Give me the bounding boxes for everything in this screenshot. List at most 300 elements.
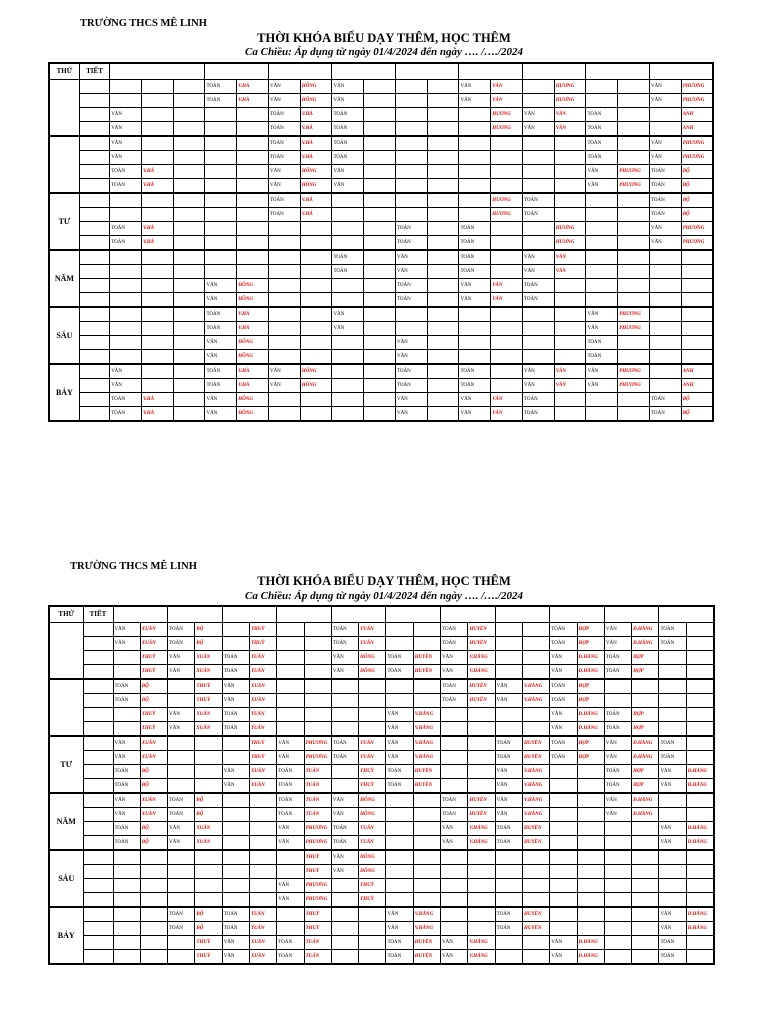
- table-row: [49, 94, 713, 108]
- subject-cell: [427, 250, 459, 265]
- subject-cell: [304, 722, 331, 737]
- subject-cell: VĂN: [550, 722, 577, 737]
- teacher-cell: HƯƠNG: [491, 122, 523, 137]
- period-cell: [83, 679, 113, 694]
- subject-cell: [468, 708, 495, 722]
- subject-cell: [205, 122, 237, 137]
- subject-cell: [632, 865, 659, 879]
- subject-cell: TOÁN: [332, 136, 364, 151]
- subject-cell: [632, 850, 659, 865]
- subject-cell: TOÁN: [110, 165, 142, 179]
- subject-cell: [491, 165, 523, 179]
- subject-cell: [681, 350, 713, 365]
- subject-cell: [168, 736, 195, 751]
- subject-cell: [173, 136, 205, 151]
- subject-cell: [386, 865, 413, 879]
- subject-cell: [459, 350, 491, 365]
- header-row: [49, 63, 713, 80]
- period-cell: [83, 850, 113, 865]
- subject-cell: TOÁN: [113, 679, 140, 694]
- teacher-cell: XUÂN: [140, 751, 167, 765]
- teacher-cell: PHƯƠNG: [304, 822, 331, 836]
- subject-cell: [604, 694, 631, 708]
- teacher-cell: HỒNG: [300, 94, 332, 108]
- teacher-cell: PHƯƠNG: [304, 751, 331, 765]
- subject-cell: [141, 80, 173, 94]
- subject-cell: VĂN: [110, 151, 142, 165]
- teacher-cell: THUỲ: [359, 879, 386, 893]
- subject-cell: [195, 751, 222, 765]
- teacher-cell: V.HÀ: [300, 193, 332, 208]
- day-label: [49, 679, 83, 736]
- subject-cell: TOÁN: [522, 393, 554, 407]
- class-header-cell: [113, 606, 168, 623]
- subject-cell: TOÁN: [277, 793, 304, 808]
- subject-cell: [522, 950, 549, 965]
- subject-cell: [331, 879, 358, 893]
- subject-cell: [386, 850, 413, 865]
- subject-cell: [618, 236, 650, 251]
- subject-cell: VĂN: [168, 836, 195, 851]
- subject-cell: TOÁN: [268, 151, 300, 165]
- subject-cell: [237, 151, 269, 165]
- subject-cell: TOÁN: [332, 151, 364, 165]
- subject-cell: [168, 694, 195, 708]
- subject-cell: [427, 265, 459, 279]
- teacher-cell: Đ.HẰNG: [686, 836, 713, 851]
- subject-cell: [386, 793, 413, 808]
- table-row: [49, 122, 713, 137]
- class-header-cell: [205, 63, 269, 80]
- class-header-cell: [441, 606, 496, 623]
- subject-cell: [222, 637, 249, 651]
- subject-cell: [300, 307, 332, 322]
- teacher-cell: PHƯƠNG: [618, 379, 650, 393]
- subject-cell: VĂN: [205, 279, 237, 293]
- subject-cell: [113, 722, 140, 737]
- subject-cell: VĂN: [222, 936, 249, 950]
- subject-cell: [427, 307, 459, 322]
- teacher-cell: HUYỀN: [468, 793, 495, 808]
- subject-cell: [686, 679, 713, 694]
- teacher-cell: V.HẰNG: [468, 665, 495, 680]
- subject-cell: VĂN: [459, 293, 491, 308]
- subject-cell: VĂN: [659, 822, 686, 836]
- teacher-cell: XUÂN: [249, 950, 276, 965]
- subject-cell: [686, 936, 713, 950]
- class-header-cell: [222, 606, 277, 623]
- school-name: TRƯỜNG THCS MÊ LINH: [70, 561, 197, 572]
- subject-cell: [632, 950, 659, 965]
- subject-cell: [277, 665, 304, 680]
- teacher-cell: PHƯƠNG: [618, 364, 650, 379]
- subject-cell: [586, 208, 618, 222]
- teacher-cell: BỘ: [140, 822, 167, 836]
- subject-cell: VĂN: [205, 293, 237, 308]
- teacher-cell: V.HẰNG: [468, 950, 495, 965]
- period-cell: [83, 708, 113, 722]
- period-cell: [79, 122, 109, 137]
- subject-cell: [173, 94, 205, 108]
- subject-cell: [686, 850, 713, 865]
- header-thu: THỨ: [49, 63, 79, 80]
- subject-cell: [577, 793, 604, 808]
- subject-cell: [168, 893, 195, 908]
- subject-cell: TOÁN: [395, 293, 427, 308]
- subject-cell: TOÁN: [495, 836, 522, 851]
- teacher-cell: TUẤN: [304, 793, 331, 808]
- subject-cell: [427, 136, 459, 151]
- teacher-cell: HỢP: [577, 751, 604, 765]
- subject-cell: [205, 151, 237, 165]
- subject-cell: [141, 108, 173, 122]
- teacher-cell: HỒNG: [237, 350, 269, 365]
- teacher-cell: HUYỀN: [522, 836, 549, 851]
- subject-cell: [427, 94, 459, 108]
- subject-cell: [491, 322, 523, 336]
- teacher-cell: V.HẰNG: [413, 922, 440, 936]
- subject-cell: [300, 222, 332, 236]
- subject-cell: [195, 865, 222, 879]
- subject-cell: [522, 94, 554, 108]
- subject-cell: [168, 751, 195, 765]
- subject-cell: [441, 722, 468, 737]
- subject-cell: [618, 407, 650, 422]
- period-cell: [79, 222, 109, 236]
- teacher-cell: PHƯƠNG: [618, 179, 650, 194]
- subject-cell: [237, 108, 269, 122]
- day-label: SÁU: [49, 307, 79, 364]
- subject-cell: [173, 279, 205, 293]
- subject-cell: [173, 250, 205, 265]
- teacher-cell: Đ.HẰNG: [686, 779, 713, 794]
- subject-cell: TOÁN: [205, 322, 237, 336]
- document-subtitle: Ca Chiều: Áp dụng từ ngày 01/4/2024 đến ngày …. /…./2024: [245, 590, 523, 602]
- subject-cell: [459, 336, 491, 350]
- subject-cell: [364, 265, 396, 279]
- subject-cell: VĂN: [659, 922, 686, 936]
- subject-cell: [141, 265, 173, 279]
- subject-cell: [168, 765, 195, 779]
- teacher-cell: V.HẰNG: [413, 708, 440, 722]
- subject-cell: TOÁN: [649, 179, 681, 194]
- table-row: [49, 265, 713, 279]
- subject-cell: [173, 393, 205, 407]
- subject-cell: TOÁN: [168, 637, 195, 651]
- subject-cell: [331, 679, 358, 694]
- subject-cell: [468, 850, 495, 865]
- subject-cell: [522, 936, 549, 950]
- subject-cell: TOÁN: [110, 393, 142, 407]
- subject-cell: [468, 765, 495, 779]
- subject-cell: [649, 322, 681, 336]
- subject-cell: TOÁN: [604, 708, 631, 722]
- subject-cell: TOÁN: [268, 136, 300, 151]
- subject-cell: TOÁN: [586, 336, 618, 350]
- period-cell: [79, 193, 109, 208]
- subject-cell: [550, 907, 577, 922]
- subject-cell: [249, 893, 276, 908]
- subject-cell: [222, 751, 249, 765]
- subject-cell: [173, 179, 205, 194]
- subject-cell: [522, 708, 549, 722]
- school-name: TRƯỜNG THCS MÊ LINH: [80, 18, 207, 29]
- subject-cell: [554, 293, 586, 308]
- subject-cell: [195, 850, 222, 865]
- class-header-cell: [110, 63, 205, 80]
- subject-cell: VĂN: [332, 322, 364, 336]
- table-row: [49, 736, 714, 751]
- subject-cell: [249, 879, 276, 893]
- subject-cell: [113, 907, 140, 922]
- subject-cell: [110, 208, 142, 222]
- table-row: [49, 193, 713, 208]
- subject-cell: [386, 822, 413, 836]
- subject-cell: TOÁN: [659, 751, 686, 765]
- subject-cell: VĂN: [268, 179, 300, 194]
- period-cell: [79, 165, 109, 179]
- subject-cell: [495, 708, 522, 722]
- teacher-cell: HỒNG: [359, 808, 386, 822]
- teacher-cell: BỘ: [195, 793, 222, 808]
- subject-cell: VĂN: [268, 165, 300, 179]
- subject-cell: TOÁN: [395, 364, 427, 379]
- subject-cell: [586, 279, 618, 293]
- subject-cell: [395, 165, 427, 179]
- teacher-cell: ANH: [681, 364, 713, 379]
- subject-cell: [173, 407, 205, 422]
- period-cell: [83, 808, 113, 822]
- subject-cell: [300, 322, 332, 336]
- teacher-cell: Đ.HẰNG: [577, 936, 604, 950]
- subject-cell: [686, 751, 713, 765]
- day-label: NĂM: [49, 793, 83, 850]
- subject-cell: VĂN: [550, 665, 577, 680]
- subject-cell: [205, 222, 237, 236]
- table-row: [49, 836, 714, 851]
- teacher-cell: VÂN: [491, 293, 523, 308]
- teacher-cell: PHƯƠNG: [304, 736, 331, 751]
- teacher-cell: HUYỀN: [522, 907, 549, 922]
- subject-cell: VĂN: [331, 808, 358, 822]
- subject-cell: [604, 822, 631, 836]
- subject-cell: [491, 265, 523, 279]
- subject-cell: [522, 222, 554, 236]
- teacher-cell: HỒNG: [237, 279, 269, 293]
- subject-cell: TOÁN: [113, 765, 140, 779]
- subject-cell: [495, 651, 522, 665]
- period-cell: [79, 322, 109, 336]
- subject-cell: TOÁN: [277, 936, 304, 950]
- table-row: [49, 208, 713, 222]
- subject-cell: [304, 637, 331, 651]
- table-row: [49, 722, 714, 737]
- subject-cell: VĂN: [649, 80, 681, 94]
- subject-cell: [364, 151, 396, 165]
- teacher-cell: V.HẰNG: [468, 822, 495, 836]
- subject-cell: [331, 950, 358, 965]
- subject-cell: [110, 350, 142, 365]
- teacher-cell: TUẤN: [304, 950, 331, 965]
- subject-cell: VĂN: [604, 751, 631, 765]
- subject-cell: TOÁN: [649, 165, 681, 179]
- teacher-cell: HỢP: [577, 679, 604, 694]
- teacher-cell: BỘ: [195, 922, 222, 936]
- subject-cell: VĂN: [277, 879, 304, 893]
- teacher-cell: XUÂN: [140, 808, 167, 822]
- subject-cell: [277, 651, 304, 665]
- period-cell: [83, 665, 113, 680]
- subject-cell: [686, 865, 713, 879]
- subject-cell: [277, 722, 304, 737]
- period-cell: [79, 336, 109, 350]
- subject-cell: [364, 222, 396, 236]
- teacher-cell: TUẤN: [249, 651, 276, 665]
- teacher-cell: VÂN: [554, 364, 586, 379]
- period-cell: [79, 265, 109, 279]
- table-row: [49, 108, 713, 122]
- subject-cell: [140, 936, 167, 950]
- timetable-2: [48, 605, 715, 965]
- subject-cell: VĂN: [649, 222, 681, 236]
- subject-cell: [110, 293, 142, 308]
- teacher-cell: TUẤN: [249, 708, 276, 722]
- period-cell: [79, 364, 109, 379]
- subject-cell: [222, 808, 249, 822]
- subject-cell: VĂN: [522, 379, 554, 393]
- subject-cell: [413, 793, 440, 808]
- subject-cell: [522, 637, 549, 651]
- subject-cell: [459, 179, 491, 194]
- subject-cell: [237, 193, 269, 208]
- table-row: [49, 637, 714, 651]
- subject-cell: TOÁN: [268, 122, 300, 137]
- subject-cell: [550, 793, 577, 808]
- teacher-cell: HUYỀN: [522, 736, 549, 751]
- subject-cell: VĂN: [268, 364, 300, 379]
- subject-cell: [413, 836, 440, 851]
- subject-cell: [522, 865, 549, 879]
- period-cell: [79, 407, 109, 422]
- teacher-cell: TUẤN: [359, 637, 386, 651]
- teacher-cell: XUÂN: [140, 793, 167, 808]
- subject-cell: [522, 136, 554, 151]
- period-cell: [83, 722, 113, 737]
- subject-cell: [113, 708, 140, 722]
- subject-cell: VĂN: [395, 336, 427, 350]
- subject-cell: VĂN: [604, 793, 631, 808]
- subject-cell: TOÁN: [332, 250, 364, 265]
- subject-cell: [386, 879, 413, 893]
- subject-cell: TOÁN: [586, 136, 618, 151]
- subject-cell: [649, 265, 681, 279]
- period-cell: [79, 236, 109, 251]
- period-cell: [83, 651, 113, 665]
- period-cell: [83, 836, 113, 851]
- subject-cell: [459, 136, 491, 151]
- subject-cell: [113, 950, 140, 965]
- subject-cell: [364, 307, 396, 322]
- subject-cell: [249, 822, 276, 836]
- teacher-cell: TUẤN: [359, 623, 386, 637]
- subject-cell: TOÁN: [586, 151, 618, 165]
- subject-cell: [222, 850, 249, 865]
- day-label: BẢY: [49, 364, 79, 421]
- teacher-cell: PHƯƠNG: [681, 80, 713, 94]
- subject-cell: VĂN: [268, 80, 300, 94]
- subject-cell: [249, 850, 276, 865]
- teacher-cell: V.HÀ: [300, 151, 332, 165]
- teacher-cell: PHƯƠNG: [681, 136, 713, 151]
- subject-cell: [205, 265, 237, 279]
- table-row: [49, 936, 714, 950]
- subject-cell: [686, 736, 713, 751]
- subject-cell: VĂN: [586, 364, 618, 379]
- subject-cell: [195, 879, 222, 893]
- period-cell: [79, 151, 109, 165]
- subject-cell: [268, 350, 300, 365]
- subject-cell: TOÁN: [550, 694, 577, 708]
- subject-cell: [659, 893, 686, 908]
- subject-cell: VĂN: [459, 279, 491, 293]
- subject-cell: [554, 407, 586, 422]
- subject-cell: [604, 950, 631, 965]
- teacher-cell: V.HÀ: [237, 80, 269, 94]
- subject-cell: [491, 222, 523, 236]
- subject-cell: VĂN: [386, 751, 413, 765]
- subject-cell: [618, 94, 650, 108]
- teacher-cell: V.HÀ: [141, 179, 173, 194]
- subject-cell: VĂN: [586, 179, 618, 194]
- table-row: [49, 136, 713, 151]
- subject-cell: [395, 136, 427, 151]
- subject-cell: [491, 350, 523, 365]
- subject-cell: VĂN: [459, 407, 491, 422]
- subject-cell: VĂN: [332, 179, 364, 194]
- subject-cell: [413, 822, 440, 836]
- subject-cell: VĂN: [441, 950, 468, 965]
- subject-cell: [268, 407, 300, 422]
- subject-cell: TOÁN: [268, 193, 300, 208]
- subject-cell: [110, 250, 142, 265]
- table-row: [49, 665, 714, 680]
- subject-cell: [195, 779, 222, 794]
- table-row: [49, 407, 713, 422]
- subject-cell: [659, 679, 686, 694]
- subject-cell: [459, 108, 491, 122]
- subject-cell: [427, 236, 459, 251]
- subject-cell: [113, 665, 140, 680]
- subject-cell: VĂN: [168, 722, 195, 737]
- subject-cell: [395, 193, 427, 208]
- teacher-cell: XUÂN: [195, 722, 222, 737]
- subject-cell: [681, 322, 713, 336]
- subject-cell: [550, 850, 577, 865]
- subject-cell: [550, 893, 577, 908]
- subject-cell: [554, 193, 586, 208]
- teacher-cell: HỢP: [577, 623, 604, 637]
- teacher-cell: PHƯƠNG: [681, 222, 713, 236]
- class-header-cell: [495, 606, 550, 623]
- subject-cell: [395, 80, 427, 94]
- subject-cell: VĂN: [459, 393, 491, 407]
- subject-cell: TOÁN: [550, 679, 577, 694]
- subject-cell: TOÁN: [331, 751, 358, 765]
- teacher-cell: HỢP: [632, 665, 659, 680]
- subject-cell: TOÁN: [113, 779, 140, 794]
- teacher-cell: Đ.HẰNG: [577, 708, 604, 722]
- subject-cell: [304, 679, 331, 694]
